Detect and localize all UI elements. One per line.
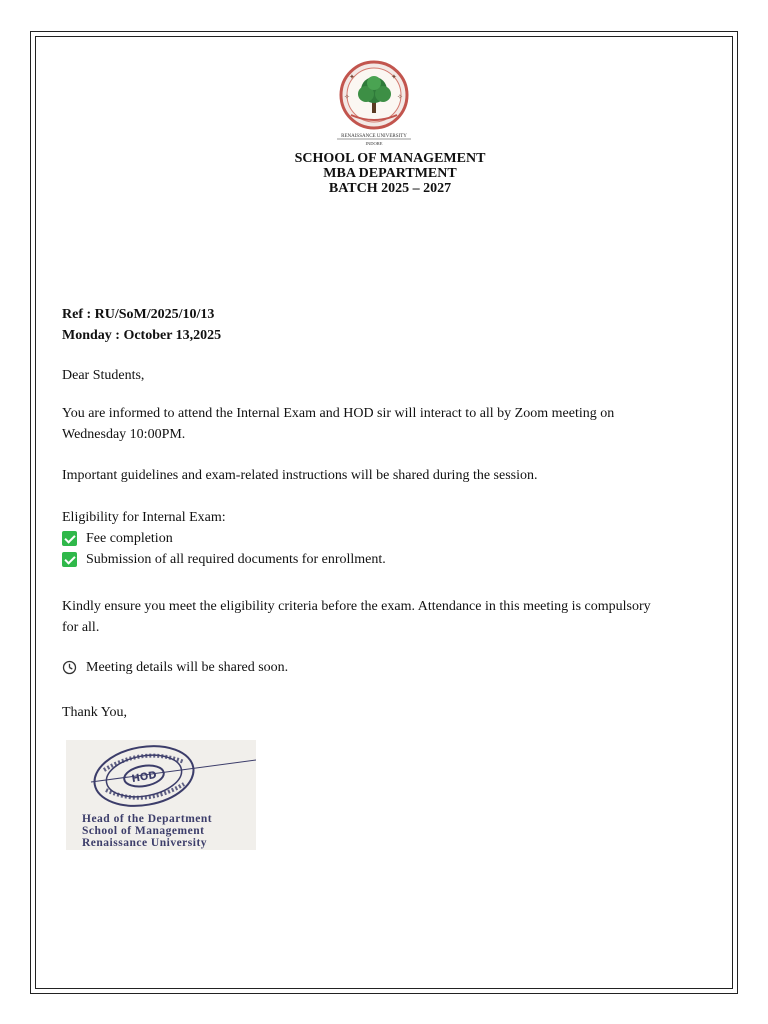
header-department: MBA DEPARTMENT [323,166,457,181]
list-item: Submission of all required documents for enrollment. [62,549,712,570]
document-header [0,151,768,196]
svg-text:✧: ✧ [397,93,403,101]
svg-text:✦: ✦ [349,73,355,81]
clock-icon [62,660,77,675]
header-school: SCHOOL OF MANAGEMENT [294,151,486,166]
svg-text:✦: ✦ [391,73,397,81]
closing: Thank You, [62,705,127,720]
svg-text:INDORE: INDORE [365,141,383,146]
eligibility-title: Eligibility for Internal Exam: [62,510,226,525]
paragraph-criteria: Kindly ensure you meet the eligibility criteria before the exam. Attendance in this meeting is compulsory for all. [62,599,651,635]
check-icon [62,531,77,546]
header-batch: BATCH 2025 – 2027 [328,181,452,196]
reference-block [62,304,221,346]
check-icon [62,552,77,567]
reference-number: Ref : RU/SoM/2025/10/13 [62,307,215,322]
hod-signature-stamp [66,740,256,850]
list-item: Fee completion [62,528,712,549]
paragraph-guidelines: Important guidelines and exam-related instructions will be shared during the session. [62,468,538,483]
university-logo [331,59,417,147]
svg-text:✧: ✧ [344,93,350,101]
meeting-note: Meeting details will be shared soon. [62,657,712,678]
paragraph-exam-notice: You are informed to attend the Internal Exam and HOD sir will interact to all by Zoom meeting on Wednesday 10:00PM. [62,406,615,442]
reference-date: Monday : October 13,2025 [62,328,222,343]
signature-caption: Head of the Department School of Management Renaissance University [82,813,213,849]
eligibility-section [62,507,712,570]
salutation: Dear Students, [62,368,145,383]
svg-text:RENAISSANCE UNIVERSITY: RENAISSANCE UNIVERSITY [341,134,407,139]
svg-text:HOD: HOD [130,769,158,786]
